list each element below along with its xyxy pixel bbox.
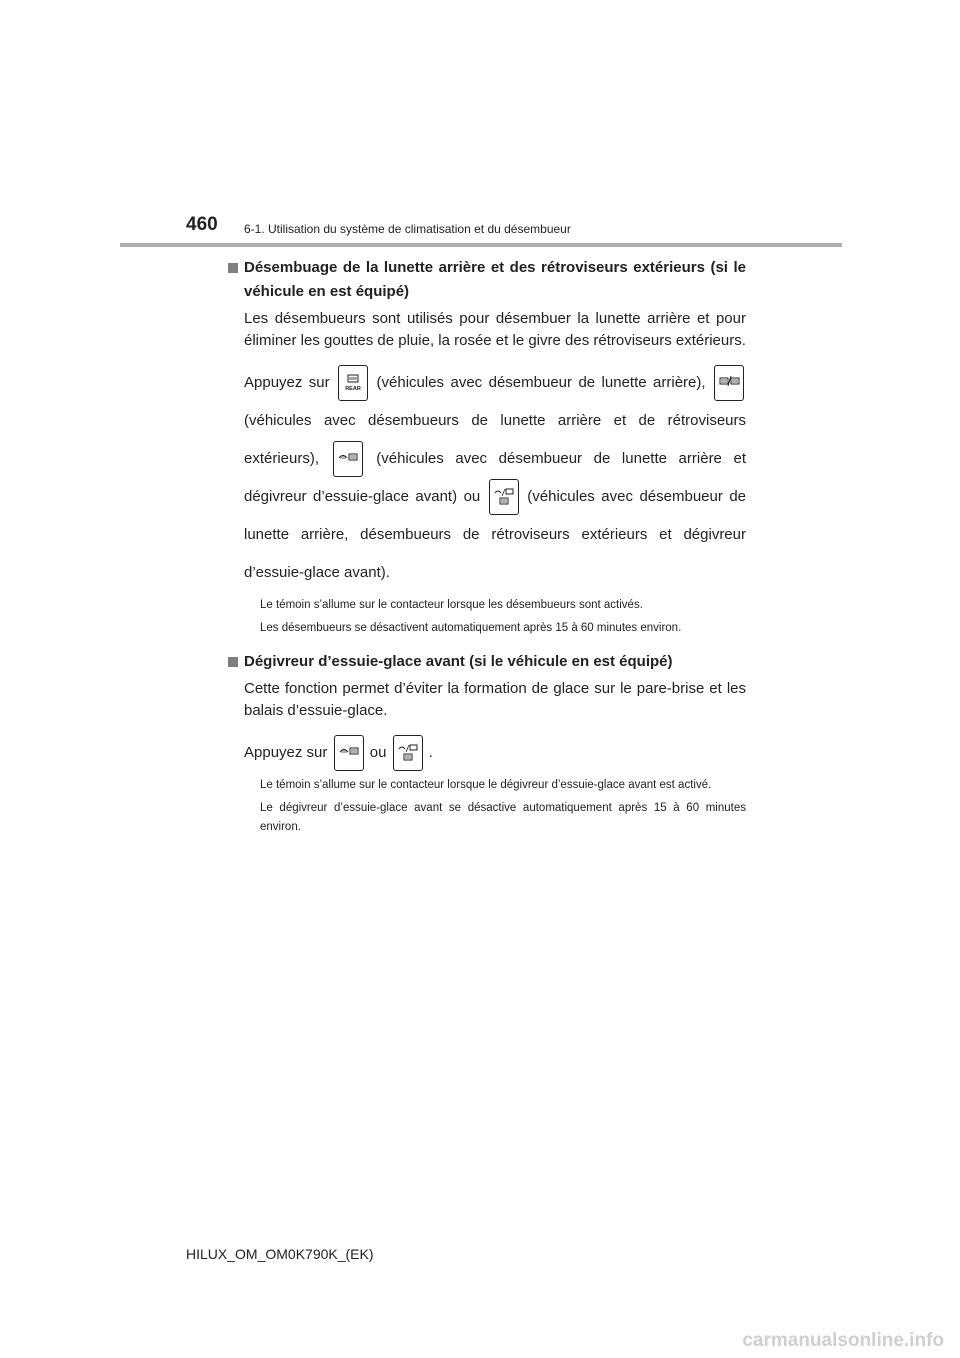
- indicator-note: Le témoin s’allume sur le contacteur lorsque les désembueurs sont activés.: [260, 599, 643, 611]
- section-heading-defogger: [228, 256, 746, 304]
- wiper-indicator-note: Le témoin s’allume sur le contacteur lorsque le dégivreur d’essuie-glace avant est activé.: [260, 779, 712, 791]
- page-number: 460: [186, 214, 218, 235]
- all-defoggers-icon: [393, 735, 423, 771]
- heading-text: Dégivreur d’essuie-glace avant (si le véhicule en est équipé): [244, 653, 673, 670]
- rear-and-wiper-deicer-icon: [333, 441, 363, 477]
- wiper-deicer-intro: Cette fonction permet d’éviter la formation de glace sur le pare-brise et les balais d’essuie-glace.: [244, 680, 746, 719]
- document-code: HILUX_OM_OM0K790K_(EK): [186, 1246, 374, 1262]
- press-text: Appuyez sur: [244, 374, 330, 391]
- section-title: 6-1. Utilisation du système de climatisation et du désembueur: [244, 222, 571, 236]
- wiper-auto-off-note: Le dégivreur d’essuie-glace avant se désactive automatiquement après 15 à 60 minutes environ.: [260, 802, 746, 833]
- wiper-deicer-instructions: [244, 734, 746, 772]
- all-defoggers-icon: [489, 479, 519, 515]
- heading-text: Désembuage de la lunette arrière et des rétroviseurs extérieurs (si le véhicule en est équipé): [244, 259, 746, 300]
- section-heading-wiper-deicer: [228, 650, 746, 674]
- watermark: carmanualsonline.info: [742, 1330, 944, 1351]
- defogger-instructions: [244, 364, 746, 592]
- bullet-square-icon: [228, 650, 244, 674]
- rear-and-mirror-defogger-icon: [714, 365, 744, 401]
- page-content: [228, 256, 746, 841]
- or-text: ou: [369, 744, 387, 761]
- rear-label: REAR: [345, 386, 361, 393]
- press-text: Appuyez sur: [244, 744, 328, 761]
- instruction-text-3: (véhicules avec désembueur de lunette arrière et dégivreur d’essuie-glace avant) ou: [244, 450, 747, 505]
- rear-window-defogger-icon: [338, 365, 368, 401]
- instruction-text-2: (véhicules avec désembueurs de lunette arrière et de rétroviseurs extérieurs),: [244, 412, 746, 467]
- period-text: .: [428, 744, 433, 761]
- auto-off-note: Les désembueurs se désactivent automatiquement après 15 à 60 minutes environ.: [260, 622, 682, 634]
- instruction-text-1: (véhicules avec désembueur de lunette arrière),: [376, 374, 706, 391]
- bullet-square-icon: [228, 256, 244, 280]
- defogger-intro: Les désembueurs sont utilisés pour désembuer la lunette arrière et pour éliminer les gouttes de pluie, la rosée et le givre des rétroviseurs extérieurs.: [244, 310, 746, 349]
- instruction-text-4: (véhicules avec désembueur de lunette arrière, désembueurs de rétroviseurs extérieurs et dégivreur d’essuie-glace avant).: [244, 488, 747, 581]
- header-rule: [120, 243, 842, 247]
- rear-and-wiper-deicer-icon: [334, 735, 364, 771]
